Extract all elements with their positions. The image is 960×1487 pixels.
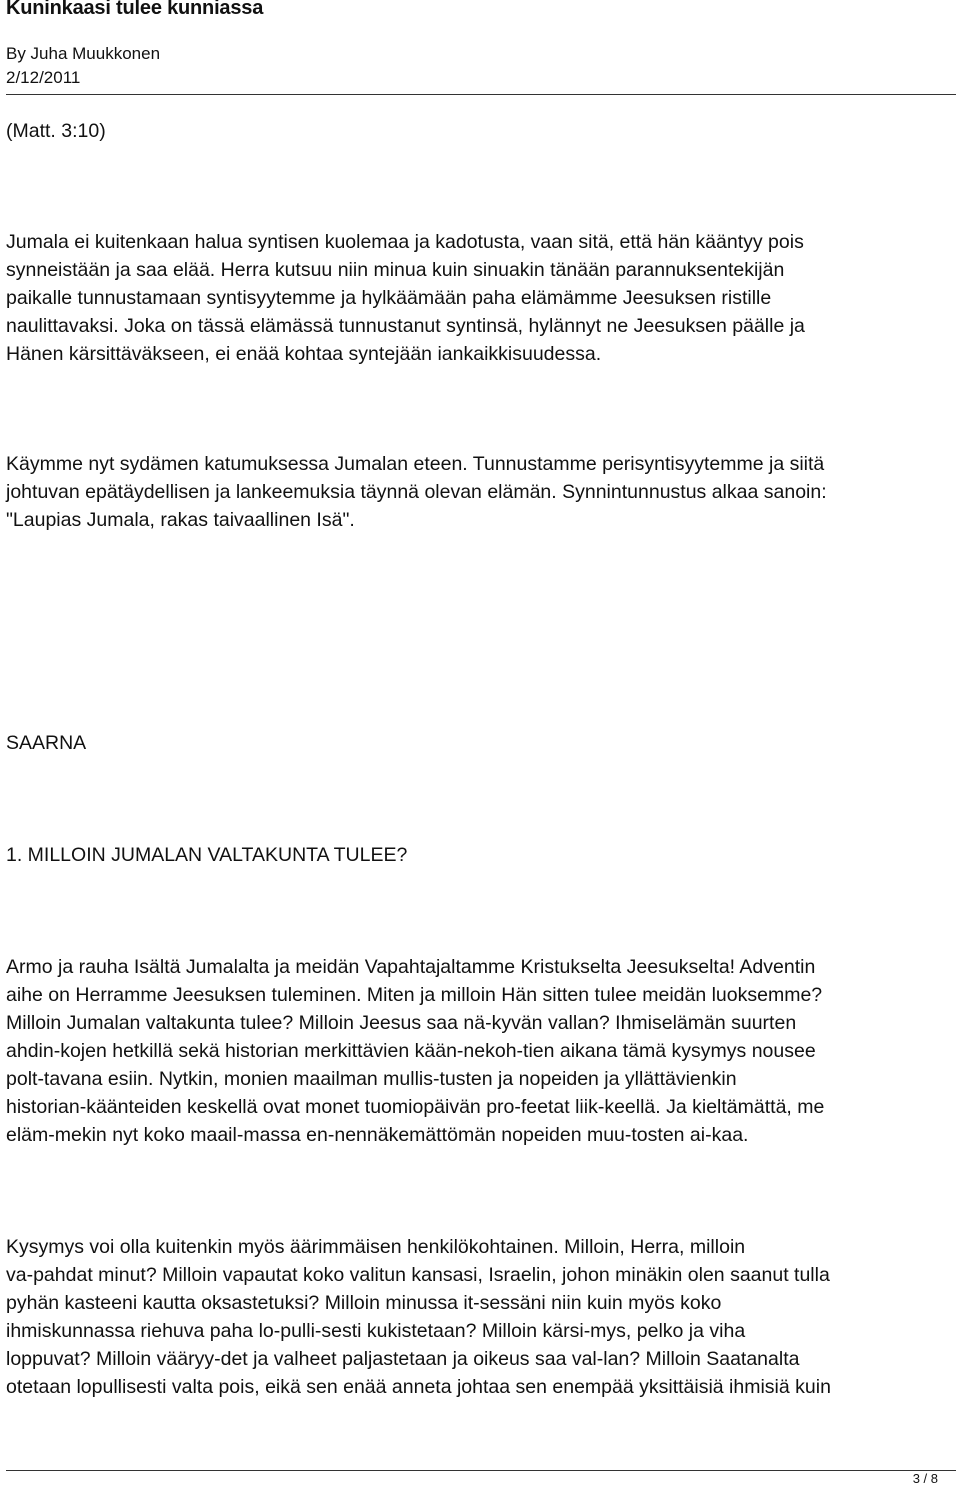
footer-divider (6, 1470, 956, 1471)
paragraph-line: aihe on Herramme Jeesuksen tuleminen. Miten ja milloin Hän sitten tulee meidän luoksemme? (6, 984, 823, 1006)
paragraph-line: loppuvat? Milloin vääryy-det ja valheet paljastetaan ja oikeus saa val-lan? Milloin Saatanalta (6, 1348, 800, 1370)
paragraph-line: pyhän kasteeni kautta oksastetuksi? Milloin minussa it-sessäni niin kuin myös koko (6, 1292, 722, 1314)
paragraph-line: Hänen kärsittäväkseen, ei enää kohtaa syntejään iankaikkisuudessa. (6, 343, 602, 365)
page-number: 3 / 8 (912, 1471, 938, 1486)
paragraph-line: va-pahdat minut? Milloin vapautat koko valitun kansasi, Israelin, johon minäkin olen saanut tulla (6, 1264, 830, 1286)
header-divider (6, 94, 956, 95)
paragraph-line: ihmiskunnassa riehuva paha lo-pulli-sesti kukistetaan? Milloin kärsi-mys, pelko ja viha (6, 1320, 746, 1342)
paragraph-line: "Laupias Jumala, rakas taivaallinen Isä". (6, 509, 355, 531)
paragraph-line: Armo ja rauha Isältä Jumalalta ja meidän Vapahtajaltamme Kristukselta Jeesukselta! Adventin (6, 956, 816, 978)
paragraph-3 (6, 953, 956, 1149)
section-heading: 1. MILLOIN JUMALAN VALTAKUNTA TULEE? (6, 844, 408, 866)
paragraph-4 (6, 1233, 956, 1401)
paragraph-line: paikalle tunnustamaan syntisyytemme ja hylkäämään paha elämämme Jeesuksen ristille (6, 287, 772, 309)
document-title: Kuninkaasi tulee kunniassa (6, 0, 264, 19)
paragraph-line: Kysymys voi olla kuitenkin myös äärimmäisen henkilökohtainen. Milloin, Herra, milloin (6, 1236, 746, 1258)
paragraph-line: naulittavaksi. Joka on tässä elämässä tunnustanut syntinsä, hylännyt ne Jeesuksen päälle ja (6, 315, 805, 337)
paragraph-line: Jumala ei kuitenkaan halua syntisen kuolemaa ja kadotusta, vaan sitä, että hän kääntyy pois (6, 231, 804, 253)
paragraph-line: eläm-mekin nyt koko maail-massa en-nennäkemättömän nopeiden muu-tosten ai-kaa. (6, 1124, 749, 1146)
paragraph-line: Käymme nyt sydämen katumuksessa Jumalan eteen. Tunnustamme perisyntisyytemme ja siitä (6, 453, 825, 475)
paragraph-2 (6, 450, 956, 534)
paragraph-line: synneistään ja saa elää. Herra kutsuu niin minua kuin sinuakin tänään parannuksentekijän (6, 259, 785, 281)
paragraph-line: historian-käänteiden keskellä ovat monet tuomiopäivän pro-feetat liik-keellä. Ja kieltämättä, me (6, 1096, 825, 1118)
sermon-heading: SAARNA (6, 732, 87, 754)
publish-date: 2/12/2011 (6, 68, 81, 87)
scripture-reference: (Matt. 3:10) (6, 120, 106, 142)
paragraph-line: johtuvan epätäydellisen ja lankeemuksia täynnä olevan elämän. Synnintunnustus alkaa sanoin: (6, 481, 827, 503)
paragraph-line: ahdin-kojen hetkillä sekä historian merkittävien kään-nekoh-tien aikana tämä kysymys nousee (6, 1040, 816, 1062)
paragraph-line: otetaan lopullisesti valta pois, eikä sen enää anneta johtaa sen enempää yksittäisiä ihmisiä kuin (6, 1376, 831, 1398)
author-line: By Juha Muukkonen (6, 44, 161, 63)
paragraph-1 (6, 228, 956, 368)
document-header (6, 0, 956, 96)
paragraph-line: Milloin Jumalan valtakunta tulee? Milloin Jeesus saa nä-kyvän vallan? Ihmiselämän suurten (6, 1012, 797, 1034)
paragraph-line: polt-tavana esiin. Nytkin, monien maailman mullis-tusten ja nopeiden ja yllättävienkin (6, 1068, 737, 1090)
